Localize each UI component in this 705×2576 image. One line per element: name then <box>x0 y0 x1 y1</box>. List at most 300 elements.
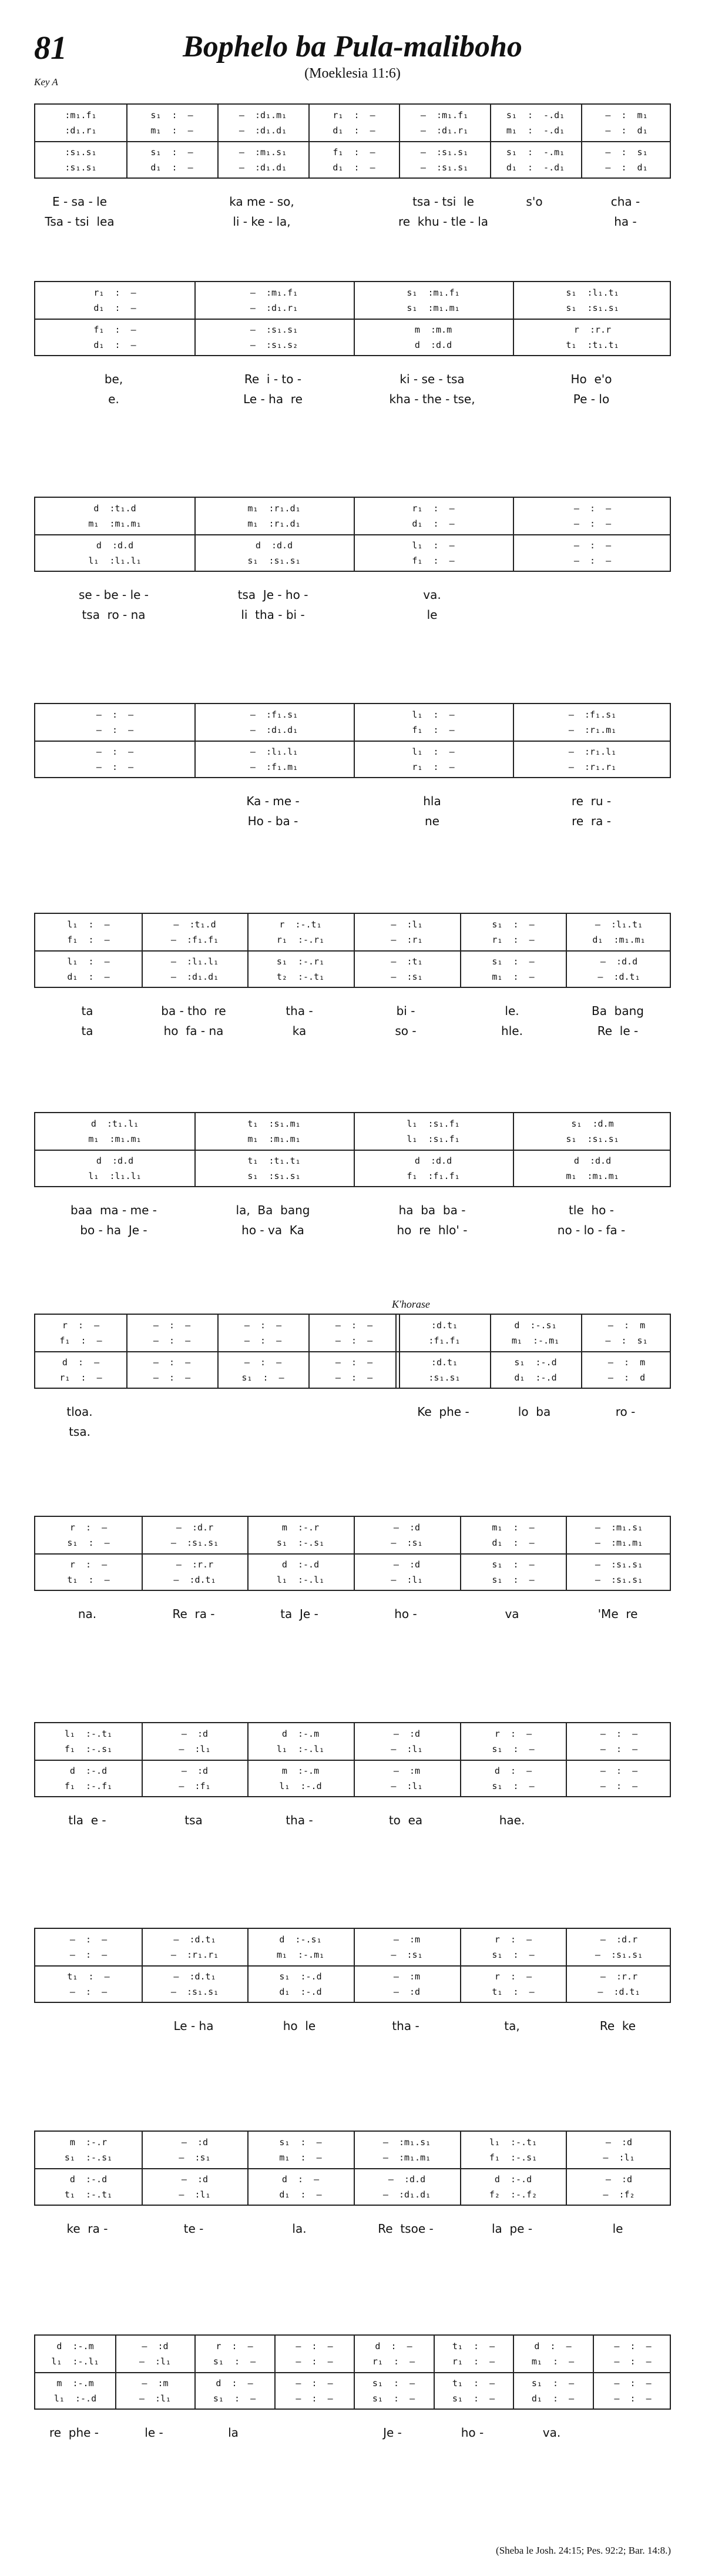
note-cell: :s₁.s₁ <box>65 162 97 173</box>
lyric-line <box>34 389 671 409</box>
lyric-syllable: tsa - tsi le <box>412 195 474 209</box>
voice-row <box>35 1947 670 1962</box>
note-cell: — :d.t₁ <box>173 1934 216 1945</box>
note-cell: — :s₁.s₁ <box>595 1575 643 1585</box>
voice-row <box>35 1520 670 1535</box>
note-cell: s₁ :s₁.s₁ <box>247 1171 301 1181</box>
note-cell: — :r₁.r₁ <box>568 762 617 772</box>
lyric-line <box>34 1422 671 1442</box>
note-cell: — :d.t₁ <box>173 1971 216 1982</box>
note-cell: — :r₁.r₁ <box>170 1949 219 1960</box>
voice-row <box>35 2150 670 2165</box>
note-cell: r₁ : — <box>93 287 136 298</box>
lyric-syllable: ki - se - tsa <box>400 372 465 386</box>
lyric-syllable <box>125 1422 216 1442</box>
note-cell: d :t₁.l₁ <box>90 1118 139 1129</box>
lyric-syllable: E - sa - le <box>52 195 108 209</box>
note-cell: s₁ : — <box>492 1744 535 1754</box>
lyric-line <box>34 369 671 389</box>
lyric-syllable: tle ho - <box>569 1203 614 1217</box>
note-cell: — : — <box>335 1320 373 1331</box>
lyric-syllable <box>34 2016 140 2036</box>
note-cell: l₁ :-.l₁ <box>276 1575 325 1585</box>
hymn-title: Bophelo ba Pula-maliboho <box>183 30 522 63</box>
voice-row <box>35 707 670 722</box>
note-cell: d :d.d <box>414 1155 452 1166</box>
note-cell: t₁ : — <box>67 1575 110 1585</box>
lyric-syllable: la. <box>292 2222 307 2236</box>
voice-row <box>35 1572 670 1587</box>
note-cell: l₁ :-.l₁ <box>276 1744 325 1754</box>
lyric-syllable <box>398 1422 489 1442</box>
voice-row <box>35 1333 670 1348</box>
note-cell: — :d₁.r₁ <box>250 303 298 313</box>
note-cell: d : — <box>281 2174 320 2185</box>
note-cell: r₁ : — <box>452 2356 495 2367</box>
note-cell: d₁ :-.d <box>514 1372 557 1383</box>
note-cell: — : s₁ <box>605 1335 648 1346</box>
note-cell: f₁ :-.f₁ <box>64 1781 113 1791</box>
note-cell: r : — <box>69 1559 108 1570</box>
note-cell: d : — <box>494 1766 532 1776</box>
lyric-syllable: ro - <box>615 1405 636 1419</box>
voice-row <box>35 322 670 337</box>
note-cell: — :m <box>393 1766 421 1776</box>
lyric-syllable: ta <box>81 1004 93 1018</box>
note-cell: — :d <box>605 2174 633 2185</box>
note-cell: l₁ : — <box>412 746 455 757</box>
voice-row <box>35 516 670 531</box>
note-cell: r₁ : — <box>412 503 455 514</box>
note-cell: r₁ : — <box>372 2356 415 2367</box>
note-cell: — :r₁ <box>391 934 423 945</box>
lyric-syllable: va. <box>542 2426 561 2440</box>
note-cell: — : — <box>573 555 612 566</box>
lyric-syllable: re ru - <box>571 794 612 808</box>
note-cell: — :f₁.m₁ <box>250 762 298 772</box>
lyric-syllable <box>273 2423 353 2443</box>
lyric-syllable: se - be - le - <box>78 588 149 602</box>
staff-divider <box>35 1553 670 1555</box>
note-cell: — :m <box>393 1971 421 1982</box>
note-cell: — :s₁.s₁ <box>170 1537 219 1548</box>
note-cell: — : — <box>96 725 134 735</box>
note-cell: t₁ :t₁.t₁ <box>247 1155 301 1166</box>
lyric-syllable: Ho e'o <box>570 372 612 386</box>
note-cell: s₁ : — <box>372 2378 415 2389</box>
note-cell: — : m₁ <box>605 110 648 120</box>
note-cell: m :-.r <box>281 1522 320 1533</box>
note-cell: d :-.s₁ <box>514 1320 557 1331</box>
note-cell: — :d₁.m₁ <box>239 110 287 120</box>
voice-row <box>35 932 670 947</box>
note-cell: s₁ :s₁.s₁ <box>247 555 301 566</box>
note-cell: — : — <box>614 2356 652 2367</box>
note-cell: r : — <box>494 1971 532 1982</box>
lyric-syllable: Le - ha re <box>243 392 303 406</box>
note-cell: — :s₁ <box>179 2152 211 2163</box>
note-cell: — :s₁.s₁ <box>250 324 298 335</box>
note-cell: r₁ :-.r₁ <box>276 934 325 945</box>
lyric-syllable: hle. <box>501 1024 523 1038</box>
note-cell: — :l₁ <box>603 2152 635 2163</box>
lyric-syllable: s'o <box>526 195 543 209</box>
note-cell: — :d <box>393 1987 421 1997</box>
note-cell: t₁ : — <box>492 1987 535 1997</box>
note-cell: d : — <box>216 2378 253 2389</box>
note-cell: — :d.t₁ <box>173 1575 216 1585</box>
staff-divider <box>35 1351 670 1352</box>
staff-box <box>34 497 671 572</box>
staff-box <box>34 913 671 988</box>
note-cell: — :d.t₁ <box>597 972 640 982</box>
note-cell: — :d.r <box>600 1934 638 1945</box>
lyric-syllable: kha - the - tse, <box>389 392 475 406</box>
note-cell: f₁ : — <box>333 147 375 158</box>
note-cell: d₁ : — <box>93 340 136 350</box>
staff-divider <box>35 950 670 952</box>
voice-row <box>35 1131 670 1147</box>
staff-box <box>34 1516 671 1591</box>
note-cell: l₁ :-.d <box>279 1781 322 1791</box>
lyric-syllable: le <box>612 2222 623 2236</box>
lyric-line <box>34 811 671 831</box>
note-cell: — :l₁ <box>139 2393 172 2404</box>
note-cell: — :s₁.s₁ <box>170 1987 219 1997</box>
lyric-syllable: Ka - me - <box>246 794 300 808</box>
note-cell: — : — <box>153 1320 191 1331</box>
note-cell: :f₁.f₁ <box>428 1335 461 1346</box>
note-cell: — : — <box>244 1335 282 1346</box>
note-cell: r₁ : — <box>412 762 455 772</box>
lyric-syllable: re phe - <box>49 2426 99 2440</box>
voice-row <box>35 2339 670 2354</box>
note-cell: — :d <box>393 1559 421 1570</box>
lyric-syllable: li tha - bi - <box>241 608 305 622</box>
staff-box <box>34 1928 671 2003</box>
voice-row <box>35 1984 670 1999</box>
lyric-syllable: Ba bang <box>591 1004 644 1018</box>
note-cell: m₁ : -.d₁ <box>506 125 565 136</box>
note-cell: s₁ :s₁.s₁ <box>566 1134 619 1144</box>
lyric-syllable: li - ke - la, <box>233 215 291 229</box>
note-cell: t₁ :s₁.m₁ <box>247 1118 301 1129</box>
lyric-syllable: le. <box>505 1004 519 1018</box>
staff-box <box>34 2334 671 2410</box>
lyric-syllable: ta Je - <box>280 1607 318 1621</box>
voice-row <box>35 1370 670 1385</box>
voice-row <box>35 1557 670 1572</box>
lyric-syllable <box>125 192 216 212</box>
note-cell: f₁ : — <box>59 1335 102 1346</box>
note-cell: — :s₁.s₁ <box>420 147 469 158</box>
staff-divider <box>35 2372 670 2373</box>
lyric-syllable: ta, <box>504 2019 520 2033</box>
lyric-line <box>34 192 671 212</box>
staff-box <box>34 103 671 179</box>
lyric-syllable: ho - <box>461 2426 484 2440</box>
lyric-syllable: hla <box>423 794 441 808</box>
note-cell: d :t₁.d <box>93 503 136 514</box>
voice-row <box>35 1778 670 1794</box>
note-cell: — :l₁ <box>179 1744 211 1754</box>
lyric-syllable <box>580 1422 671 1442</box>
note-cell: — :d.d <box>388 2174 426 2185</box>
note-cell: — :d₁.d₁ <box>382 2189 431 2200</box>
note-cell: — :s₁.s₁ <box>420 162 469 173</box>
note-cell: — :d.r <box>176 1522 214 1533</box>
note-cell: — :d₁.d₁ <box>250 725 298 735</box>
note-cell: — : d₁ <box>605 162 648 173</box>
voice-row <box>35 1168 670 1184</box>
note-cell: d :d.d <box>96 540 134 551</box>
note-cell: t₁ : — <box>67 1971 110 1982</box>
voice-row <box>35 1763 670 1778</box>
staff-divider <box>35 1150 670 1151</box>
note-cell: l₁ :s₁.f₁ <box>407 1118 460 1129</box>
note-cell: — :s₁.s₁ <box>595 1949 643 1960</box>
note-cell: d₁ :m₁.m₁ <box>592 934 646 945</box>
lyric-syllable <box>34 811 193 831</box>
note-cell: f₁ :f₁.f₁ <box>407 1171 460 1181</box>
lyric-syllable: ka <box>292 1024 307 1038</box>
lyric-syllable <box>307 192 398 212</box>
note-cell: d₁ : — <box>531 2393 575 2404</box>
note-cell: — : — <box>335 1372 373 1383</box>
note-cell: — :t₁ <box>391 956 423 967</box>
note-cell: s₁ : — <box>531 2378 575 2389</box>
note-cell: d :-.d <box>494 2174 532 2185</box>
note-cell: — : — <box>296 2393 333 2404</box>
note-cell: — :d <box>393 1522 421 1533</box>
note-cell: — : — <box>153 1357 191 1368</box>
lyric-syllable: Re ra - <box>172 1607 215 1621</box>
lyric-line <box>34 2219 671 2239</box>
lyric-syllable: hae. <box>499 1813 525 1827</box>
note-cell: — : — <box>96 762 134 772</box>
lyric-syllable: bo - ha Je - <box>80 1223 147 1237</box>
lyric-syllable <box>512 585 671 605</box>
note-cell: m₁ :r₁.d₁ <box>247 518 301 529</box>
note-cell: — :d.d <box>600 956 638 967</box>
voice-row <box>35 501 670 516</box>
note-cell: s₁ :-.r₁ <box>276 956 325 967</box>
note-cell: s₁ : — <box>213 2393 256 2404</box>
voice-row <box>35 1932 670 1947</box>
hymn-subtitle: (Moeklesia 11:6) <box>304 66 401 81</box>
note-cell: — :l₁ <box>139 2356 172 2367</box>
lyric-syllable <box>592 2423 672 2443</box>
note-cell: d₁ : — <box>279 2189 322 2200</box>
lyric-line <box>34 1001 671 1021</box>
lyric-syllable: ho re hlo' - <box>397 1223 468 1237</box>
note-cell: s₁ : — <box>492 1575 535 1585</box>
lyric-syllable: tla e - <box>68 1813 106 1827</box>
note-cell: d :d.d <box>573 1155 612 1166</box>
voice-row <box>35 1355 670 1370</box>
note-cell: — :m₁.f₁ <box>420 110 469 120</box>
note-cell: f₁ :-.s₁ <box>489 2152 538 2163</box>
note-cell: — :f₂ <box>603 2189 635 2200</box>
lyric-syllable: Ho - ba - <box>247 814 298 828</box>
note-cell: — :s₁ <box>391 1537 423 1548</box>
note-cell: s₁ : — <box>452 2393 495 2404</box>
staff-box <box>34 281 671 356</box>
voice-row <box>35 337 670 353</box>
note-cell: l₁ :-.t₁ <box>64 1729 113 1739</box>
note-cell: — : — <box>614 2341 652 2351</box>
note-cell: d₁ :-.d <box>279 1987 322 1997</box>
note-cell: — : — <box>96 746 134 757</box>
note-cell: d : — <box>534 2341 572 2351</box>
note-cell: s₁ : — <box>492 1781 535 1791</box>
note-cell: s₁ :-.s₁ <box>64 2152 113 2163</box>
voice-row <box>35 1741 670 1757</box>
note-cell: r : — <box>216 2341 253 2351</box>
voice-row <box>35 2354 670 2369</box>
note-cell: m :-.r <box>69 2137 108 2148</box>
note-cell: d₁ : -.d₁ <box>506 162 565 173</box>
note-cell: t₁ : — <box>452 2341 495 2351</box>
note-cell: d₁ : — <box>67 972 110 982</box>
note-cell: — :s₁.s₂ <box>250 340 298 350</box>
lyric-syllable: le - <box>145 2426 163 2440</box>
note-cell: m₁ : — <box>492 972 535 982</box>
note-cell: — :f₁.s₁ <box>250 709 298 720</box>
lyric-syllable <box>125 1402 216 1422</box>
voice-row <box>35 2135 670 2150</box>
scripture-reference: (Sheba le Josh. 24:15; Pes. 92:2; Bar. 14:8.) <box>496 2545 671 2556</box>
lyric-syllable <box>216 1422 307 1442</box>
note-cell: — : — <box>335 1357 373 1368</box>
note-cell: — :l₁.l₁ <box>170 956 219 967</box>
note-cell: m₁ :m₁.m₁ <box>88 1134 142 1144</box>
note-cell: m₁ :r₁.d₁ <box>247 503 301 514</box>
note-cell: d :-.d <box>69 2174 108 2185</box>
note-cell: :m₁.f₁ <box>65 110 97 120</box>
note-cell: — :l₁ <box>391 919 423 930</box>
staff-divider <box>35 1965 670 1967</box>
note-cell: — :r.r <box>176 1559 214 1570</box>
note-cell: m₁ : — <box>492 1522 535 1533</box>
voice-row <box>35 2376 670 2391</box>
note-cell: f₁ :-.s₁ <box>64 1744 113 1754</box>
lyric-syllable: re ra - <box>572 814 611 828</box>
lyric-syllable: tsa ro - na <box>82 608 146 622</box>
note-cell: — :l₁ <box>391 1744 423 1754</box>
note-cell: l₁ : — <box>412 540 455 551</box>
note-cell: — :l₁.l₁ <box>250 746 298 757</box>
lyric-syllable <box>565 1810 671 1830</box>
note-cell: s₁ : — <box>150 147 193 158</box>
lyric-syllable: ho - <box>394 1607 417 1621</box>
voice-row <box>35 108 670 123</box>
note-cell: — : — <box>600 1729 638 1739</box>
note-cell: s₁ : — <box>372 2393 415 2404</box>
voice-row <box>35 1969 670 1984</box>
lyric-syllable <box>307 1402 398 1422</box>
lyric-syllable: so - <box>395 1024 417 1038</box>
voice-row <box>35 145 670 160</box>
lyric-syllable: tha - <box>286 1813 313 1827</box>
note-cell: — : d <box>607 1372 646 1383</box>
note-cell: r :-.t₁ <box>279 919 322 930</box>
lyric-syllable: re khu - tle - la <box>398 215 489 229</box>
lyric-syllable: tsa. <box>69 1425 90 1439</box>
note-cell: m₁ :-.m₁ <box>276 1949 325 1960</box>
note-cell: — :m <box>393 1934 421 1945</box>
note-cell: d :-.d <box>69 1766 108 1776</box>
lyric-line <box>34 1220 671 1240</box>
note-cell: f₁ : — <box>67 934 110 945</box>
note-cell: — :d₁.r₁ <box>420 125 469 136</box>
note-cell: m₁ :-.m₁ <box>511 1335 560 1346</box>
lyric-syllable: ho fa - na <box>163 1024 224 1038</box>
note-cell: — : — <box>600 1766 638 1776</box>
lyric-syllable: na. <box>78 1607 97 1621</box>
voice-row <box>35 300 670 316</box>
note-cell: t₁ : — <box>452 2378 495 2389</box>
lyric-syllable: va <box>505 1607 519 1621</box>
note-cell: r : — <box>494 1934 532 1945</box>
note-cell: — :l₁.t₁ <box>595 919 643 930</box>
note-cell: l₁ :-.l₁ <box>51 2356 99 2367</box>
lyric-syllable: Re le - <box>597 1024 639 1038</box>
note-cell: — : s₁ <box>605 147 648 158</box>
note-cell: s₁ :m₁.f₁ <box>407 287 460 298</box>
note-cell: t₁ :-.t₁ <box>64 2189 113 2200</box>
lyric-syllable: tsa <box>184 1813 203 1827</box>
note-cell: — :d <box>181 2174 209 2185</box>
note-cell: — : m <box>607 1357 646 1368</box>
note-cell: t₂ :-.t₁ <box>276 972 325 982</box>
note-cell: r₁ : — <box>492 934 535 945</box>
note-cell: — : — <box>96 709 134 720</box>
note-cell: l₁ :l₁.l₁ <box>88 555 142 566</box>
note-cell: d₁ : — <box>333 162 375 173</box>
note-cell: — :d₁.d₁ <box>239 125 287 136</box>
note-cell: m₁ :m₁.m₁ <box>88 518 142 529</box>
lyric-syllable: la <box>228 2426 239 2440</box>
note-cell: l₁ :l₁.l₁ <box>88 1171 142 1181</box>
lyric-syllable: e. <box>108 392 119 406</box>
note-cell: — :l₁ <box>391 1781 423 1791</box>
note-cell: s₁ : — <box>241 1372 284 1383</box>
note-cell: f₁ : — <box>93 324 136 335</box>
lyric-syllable: Je - <box>383 2426 402 2440</box>
note-cell: m :-.m <box>56 2378 94 2389</box>
lyric-syllable: be, <box>104 372 123 386</box>
lyric-syllable: ba - tho re <box>161 1004 226 1018</box>
note-cell: — : — <box>69 1934 108 1945</box>
note-cell: s₁ : -.m₁ <box>506 147 565 158</box>
lyric-syllable: Ke phe - <box>417 1405 469 1419</box>
lyric-syllable: Re ke <box>599 2019 636 2033</box>
lyric-syllable <box>489 1422 580 1442</box>
lyric-syllable: 'Me re <box>597 1607 638 1621</box>
note-cell: d :d.d <box>414 340 452 350</box>
note-cell: d₁ : — <box>492 1537 535 1548</box>
voice-row <box>35 917 670 932</box>
lyric-line <box>34 2016 671 2036</box>
lyric-syllable: Le - ha <box>173 2019 214 2033</box>
lyric-syllable <box>489 212 580 232</box>
note-cell: — :d <box>181 1729 209 1739</box>
lyric-syllable: ta <box>81 1024 93 1038</box>
note-cell: s₁ : — <box>150 110 193 120</box>
note-cell: — : — <box>573 540 612 551</box>
note-cell: — : — <box>614 2393 652 2404</box>
